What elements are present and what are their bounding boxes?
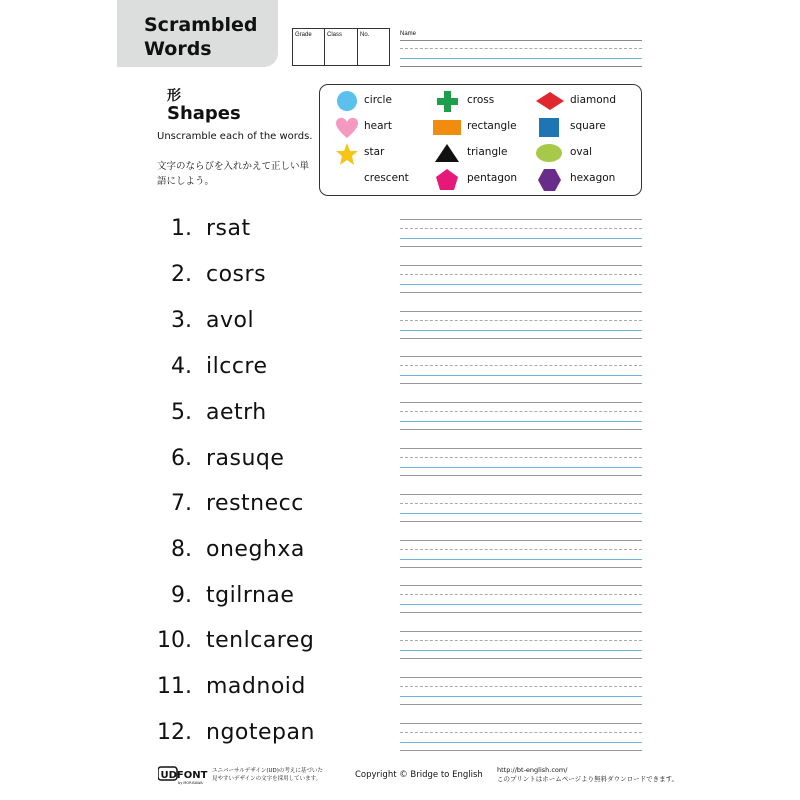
legend-label: diamond xyxy=(570,94,616,106)
question-number: 11. xyxy=(157,674,192,699)
legend-label: triangle xyxy=(467,146,508,158)
ud-font-note xyxy=(212,767,342,783)
title-line-2: Words xyxy=(144,38,212,60)
cross-icon xyxy=(435,91,461,113)
worksheet-title-tab xyxy=(117,0,278,67)
class-label: Class xyxy=(327,32,343,38)
scrambled-word: madnoid xyxy=(206,674,306,699)
kanji-heading: 形 xyxy=(167,88,181,104)
ud-logo-sub: by MORISAWA xyxy=(178,781,203,785)
legend-label: crescent xyxy=(364,172,409,184)
legend-label: pentagon xyxy=(467,172,518,184)
legend-label: star xyxy=(364,146,385,158)
triangle-icon xyxy=(435,143,461,165)
legend-label: rectangle xyxy=(467,120,517,132)
instruction-japanese: 文字のならびを入れかえて正しい単語にしよう。 xyxy=(157,161,310,187)
star-icon xyxy=(335,143,359,167)
ud-note-line-1: ユニバーサルデザイン(UD)の考えに基づいた xyxy=(212,768,323,774)
question-number: 1. xyxy=(171,216,192,241)
website-link[interactable]: http://bt-english.com/ xyxy=(497,766,568,774)
scrambled-word: oneghxa xyxy=(206,537,305,562)
ud-note-line-2: 見やすいデザインの文字を採用しています。 xyxy=(212,776,322,782)
legend-label: hexagon xyxy=(570,172,616,184)
legend-label: square xyxy=(570,120,606,132)
scrambled-word: avol xyxy=(206,308,255,333)
ud-logo-text: UDFONT xyxy=(160,770,208,781)
question-number: 5. xyxy=(171,400,192,425)
question-number: 6. xyxy=(171,446,192,471)
question-number: 9. xyxy=(171,583,192,608)
hexagon-icon xyxy=(538,169,564,193)
legend-label: cross xyxy=(467,94,495,106)
oval-icon xyxy=(535,143,565,165)
heart-icon xyxy=(335,117,359,139)
scrambled-word: ilccre xyxy=(206,354,268,379)
grade-label: Grade xyxy=(295,32,312,38)
question-number: 7. xyxy=(171,491,192,516)
scrambled-word: rsat xyxy=(206,216,251,241)
question-number: 4. xyxy=(171,354,192,379)
legend-label: circle xyxy=(364,94,392,106)
question-number: 10. xyxy=(157,628,192,653)
square-icon xyxy=(538,117,562,139)
instruction-english: Unscramble each of the words. xyxy=(157,131,313,142)
scrambled-word: restnecc xyxy=(206,491,304,516)
name-label: Name xyxy=(400,31,417,37)
scrambled-word: aetrh xyxy=(206,400,267,425)
ud-font-logo xyxy=(158,766,208,786)
number-label: No. xyxy=(360,32,370,38)
scrambled-word: rasuqe xyxy=(206,446,285,471)
question-number: 12. xyxy=(157,720,192,745)
rectangle-icon xyxy=(432,117,462,139)
diamond-icon xyxy=(534,91,566,113)
crescent-icon xyxy=(335,169,359,191)
section-title: Shapes xyxy=(167,103,241,124)
legend-label: oval xyxy=(570,146,592,158)
pentagon-icon xyxy=(435,169,461,191)
circle-icon xyxy=(335,91,359,113)
legend-label: heart xyxy=(364,120,392,132)
scrambled-word: tenlcareg xyxy=(206,628,315,653)
scrambled-word: ngotepan xyxy=(206,720,315,745)
question-number: 2. xyxy=(171,262,192,287)
shapes-legend xyxy=(319,84,642,196)
grade-box[interactable] xyxy=(292,28,325,66)
question-number: 3. xyxy=(171,308,192,333)
scrambled-word: cosrs xyxy=(206,262,267,287)
copyright-text: Copyright © Bridge to English xyxy=(355,770,483,780)
title-line-1: Scrambled xyxy=(144,14,258,36)
question-number: 8. xyxy=(171,537,192,562)
download-note: このプリントはホームページより無料ダウンロードできます。 xyxy=(497,775,679,783)
class-box[interactable] xyxy=(324,28,358,66)
scrambled-word: tgilrnae xyxy=(206,583,295,608)
number-box[interactable] xyxy=(357,28,390,66)
footer-url-block xyxy=(497,766,678,784)
